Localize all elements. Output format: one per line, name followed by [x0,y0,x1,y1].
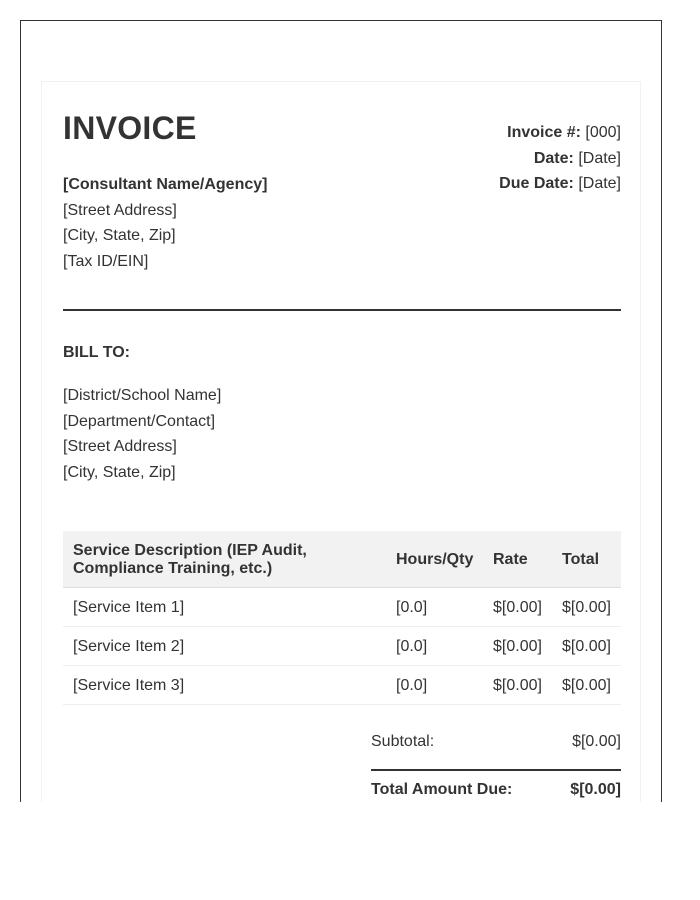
due-date-label: Due Date: [499,175,574,193]
totals-block [371,730,621,802]
row-rate: $[0.00] [493,637,542,655]
invoice-date-label: Date: [533,149,574,167]
bill-to-department: [Department/Contact] [63,412,216,430]
due-date-value: [Date] [578,175,621,193]
consultant-tax-id: [Tax ID/EIN] [63,252,149,270]
row-hours: [0.0] [396,676,428,694]
table-row [63,588,621,627]
table-row [63,627,621,666]
bill-to-block [63,383,221,485]
invoice-number-label: Invoice #: [507,124,581,141]
header-total: Total [562,550,600,568]
consultant-street: [Street Address] [63,201,177,219]
subtotal-row [371,730,621,754]
row-description: [Service Item 3] [73,676,185,694]
bill-to-district: [District/School Name] [63,387,222,404]
bill-to-heading: BILL TO: [63,344,130,361]
due-date-line [499,171,621,197]
row-rate: $[0.00] [493,676,542,694]
invoice-number-line [499,120,621,146]
row-total: $[0.00] [562,637,611,655]
row-total: $[0.00] [562,676,611,694]
consultant-name: [Consultant Name/Agency] [63,176,268,193]
subtotal-label: Subtotal: [371,733,435,750]
invoice-meta [499,120,621,197]
total-due-value: $[0.00] [570,781,621,798]
table-header [63,531,621,588]
invoice-date-value: [Date] [578,149,621,167]
header-hours: Hours/Qty [396,550,474,568]
subtotal-value: $[0.00] [572,733,621,750]
header-description: Service Description (IEP Audit, Compliance Training, etc.) [73,541,307,577]
consultant-block [63,172,267,274]
header-rate: Rate [493,550,528,568]
row-total: $[0.00] [562,598,611,616]
invoice-page [41,81,641,802]
document-frame [20,20,662,802]
total-due-row [371,778,621,802]
total-due-label: Total Amount Due: [371,781,513,798]
row-rate: $[0.00] [493,598,542,616]
table-row [63,666,621,705]
bill-to-street: [Street Address] [63,438,177,456]
consultant-city: [City, State, Zip] [63,227,176,245]
invoice-title: INVOICE [63,110,197,146]
invoice-date-line [499,146,621,172]
header-divider [63,309,621,311]
row-description: [Service Item 2] [73,637,185,655]
totals-divider [371,769,621,771]
row-hours: [0.0] [396,598,428,616]
invoice-number-value: [000] [585,124,621,141]
bill-to-city: [City, State, Zip] [63,463,176,481]
services-table [63,531,621,705]
row-description: [Service Item 1] [73,598,185,616]
row-hours: [0.0] [396,637,428,655]
